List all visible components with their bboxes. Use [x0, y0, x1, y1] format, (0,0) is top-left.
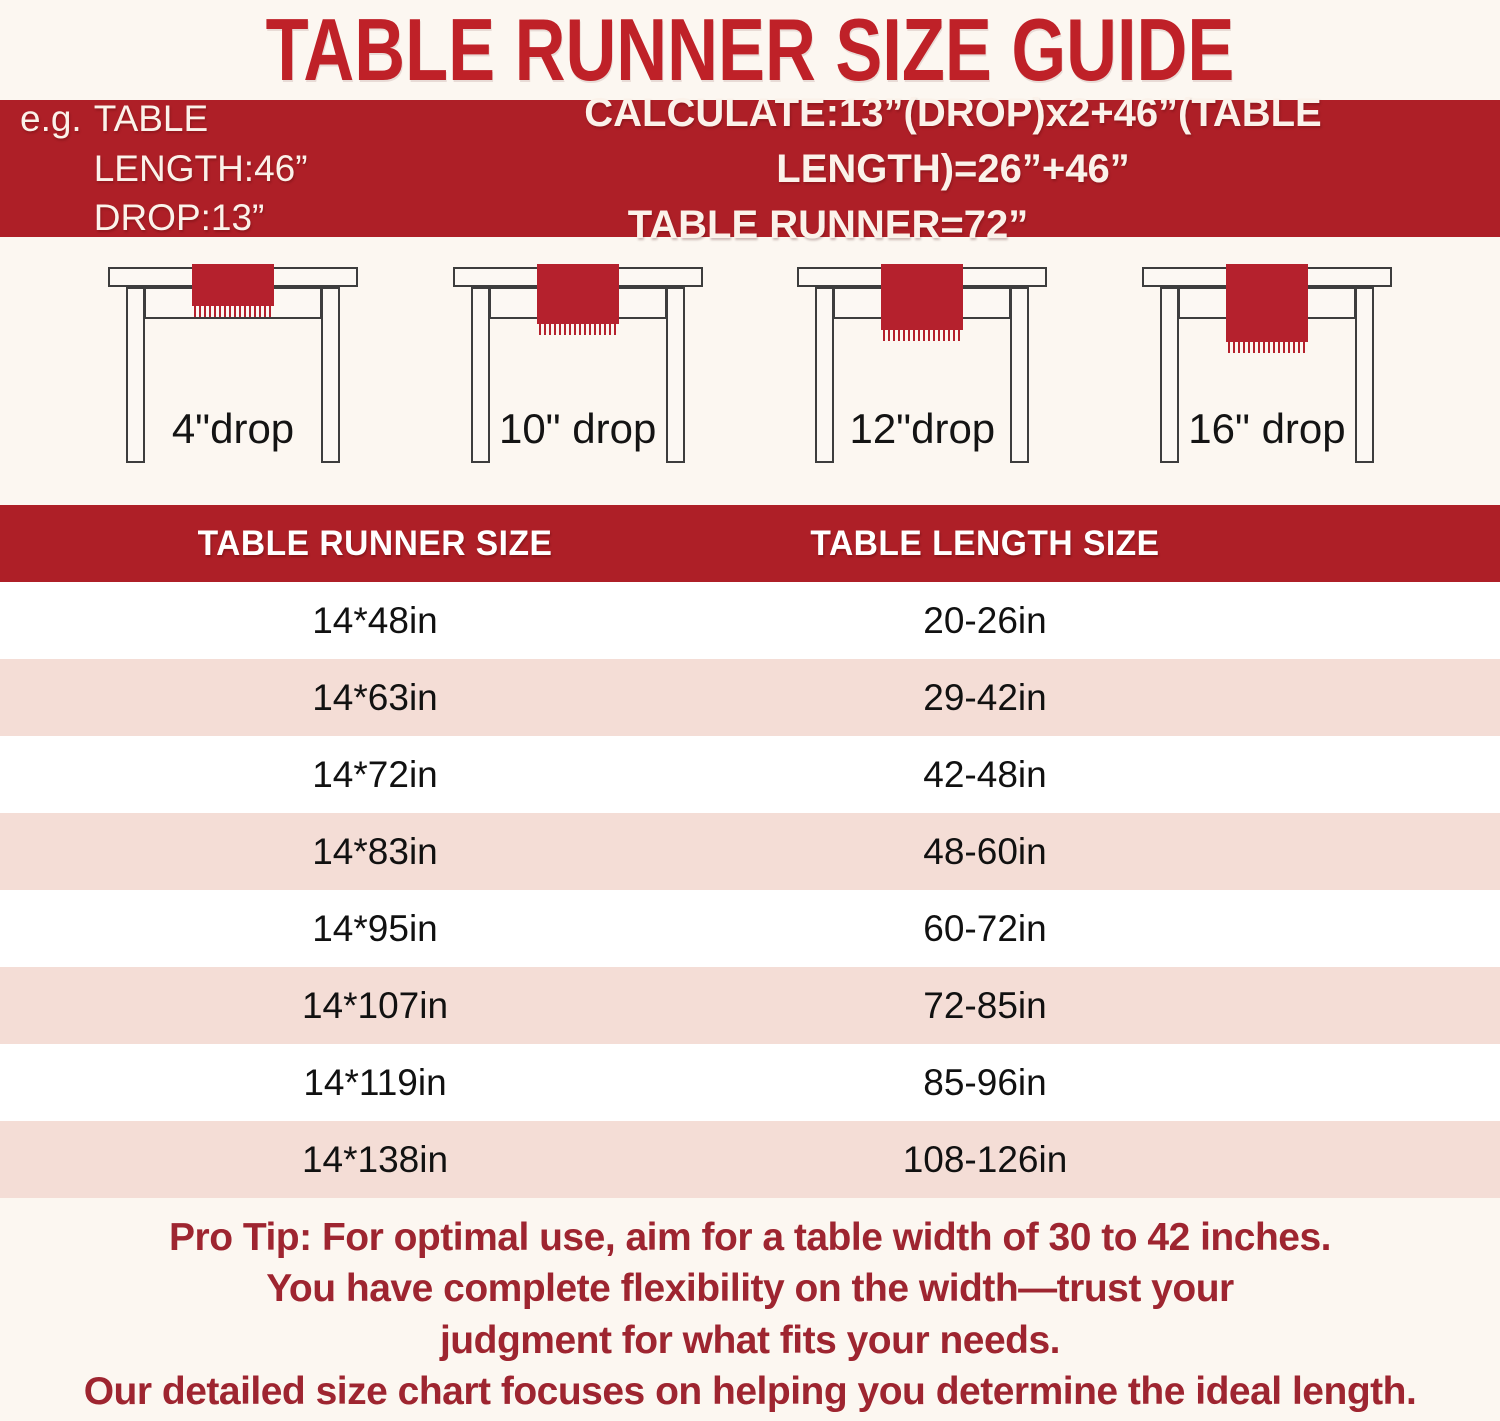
example-banner	[0, 90, 1500, 247]
calculation-result: TABLE RUNNER=72”	[627, 202, 1029, 247]
pro-tip-line: judgment for what fits your needs.	[439, 1318, 1061, 1362]
size-table-header	[0, 505, 1500, 582]
table-row	[0, 736, 1500, 813]
drop-label: 12"drop	[849, 405, 996, 452]
example-drop: DROP:13”	[93, 197, 265, 239]
table-row	[0, 1121, 1500, 1198]
pro-tip-line: Our detailed size chart focuses on helping you determine the ideal length.	[83, 1370, 1417, 1414]
example-block	[20, 94, 420, 244]
runner-size-cell: 14*72in	[312, 753, 438, 795]
pro-tip-line: Pro Tip: For optimal use, aim for a table width of 30 to 42 inches.	[169, 1216, 1331, 1259]
runner-size-cell: 14*138in	[301, 1138, 449, 1180]
table-length-cell: 42-48in	[923, 753, 1047, 795]
table-length-cell: 72-85in	[923, 984, 1047, 1026]
runner-illustration	[1226, 264, 1308, 342]
drop-label: 10" drop	[498, 405, 657, 452]
runner-size-cell: 14*107in	[301, 984, 449, 1026]
table-diagram	[68, 267, 398, 467]
table-diagram	[757, 267, 1087, 467]
size-table	[0, 505, 1500, 1198]
pro-tip-line: You have complete flexibility on the width—trust your	[266, 1267, 1234, 1311]
runner-size-cell: 14*83in	[312, 830, 438, 872]
runner-illustration	[537, 264, 619, 324]
table-diagram	[1102, 267, 1432, 467]
example-prefix: e.g.	[20, 97, 82, 139]
runner-size-cell: 14*119in	[303, 1061, 447, 1103]
table-length-cell: 29-42in	[923, 676, 1047, 718]
calculation-block	[420, 85, 1486, 253]
column-header-table-length: TABLE LENGTH SIZE	[810, 523, 1160, 563]
table-diagram	[413, 267, 743, 467]
table-length-cell: 60-72in	[923, 907, 1047, 949]
runner-fringe	[539, 324, 617, 335]
example-table-length: TABLE LENGTH:46”	[93, 97, 308, 189]
column-header-runner-size: TABLE RUNNER SIZE	[197, 523, 553, 563]
runner-fringe	[883, 330, 961, 341]
runner-fringe	[194, 306, 272, 317]
table-diagrams-row	[0, 267, 1500, 467]
runner-size-cell: 14*48in	[312, 599, 438, 641]
calculation-line: CALCULATE:13”(DROP)x2+46”(TABLE LENGTH)=26”+46”	[584, 90, 1322, 191]
table-row	[0, 1044, 1500, 1121]
table-row	[0, 582, 1500, 659]
table-row	[0, 967, 1500, 1044]
table-length-cell: 20-26in	[923, 599, 1047, 641]
table-row	[0, 890, 1500, 967]
drop-label: 16" drop	[1188, 405, 1346, 452]
drop-label: 4"drop	[171, 405, 295, 452]
runner-illustration	[881, 264, 963, 330]
size-table-body	[0, 582, 1500, 1198]
runner-fringe	[1228, 342, 1306, 353]
runner-size-cell: 14*63in	[312, 676, 438, 718]
table-length-cell: 85-96in	[923, 1061, 1047, 1103]
pro-tip	[0, 1212, 1500, 1418]
table-length-cell: 108-126in	[902, 1138, 1068, 1180]
table-row	[0, 813, 1500, 890]
table-row	[0, 659, 1500, 736]
page-title: TABLE RUNNER SIZE GUIDE	[265, 0, 1235, 99]
table-length-cell: 48-60in	[923, 830, 1047, 872]
runner-illustration	[192, 264, 274, 306]
runner-size-cell: 14*95in	[312, 907, 438, 949]
